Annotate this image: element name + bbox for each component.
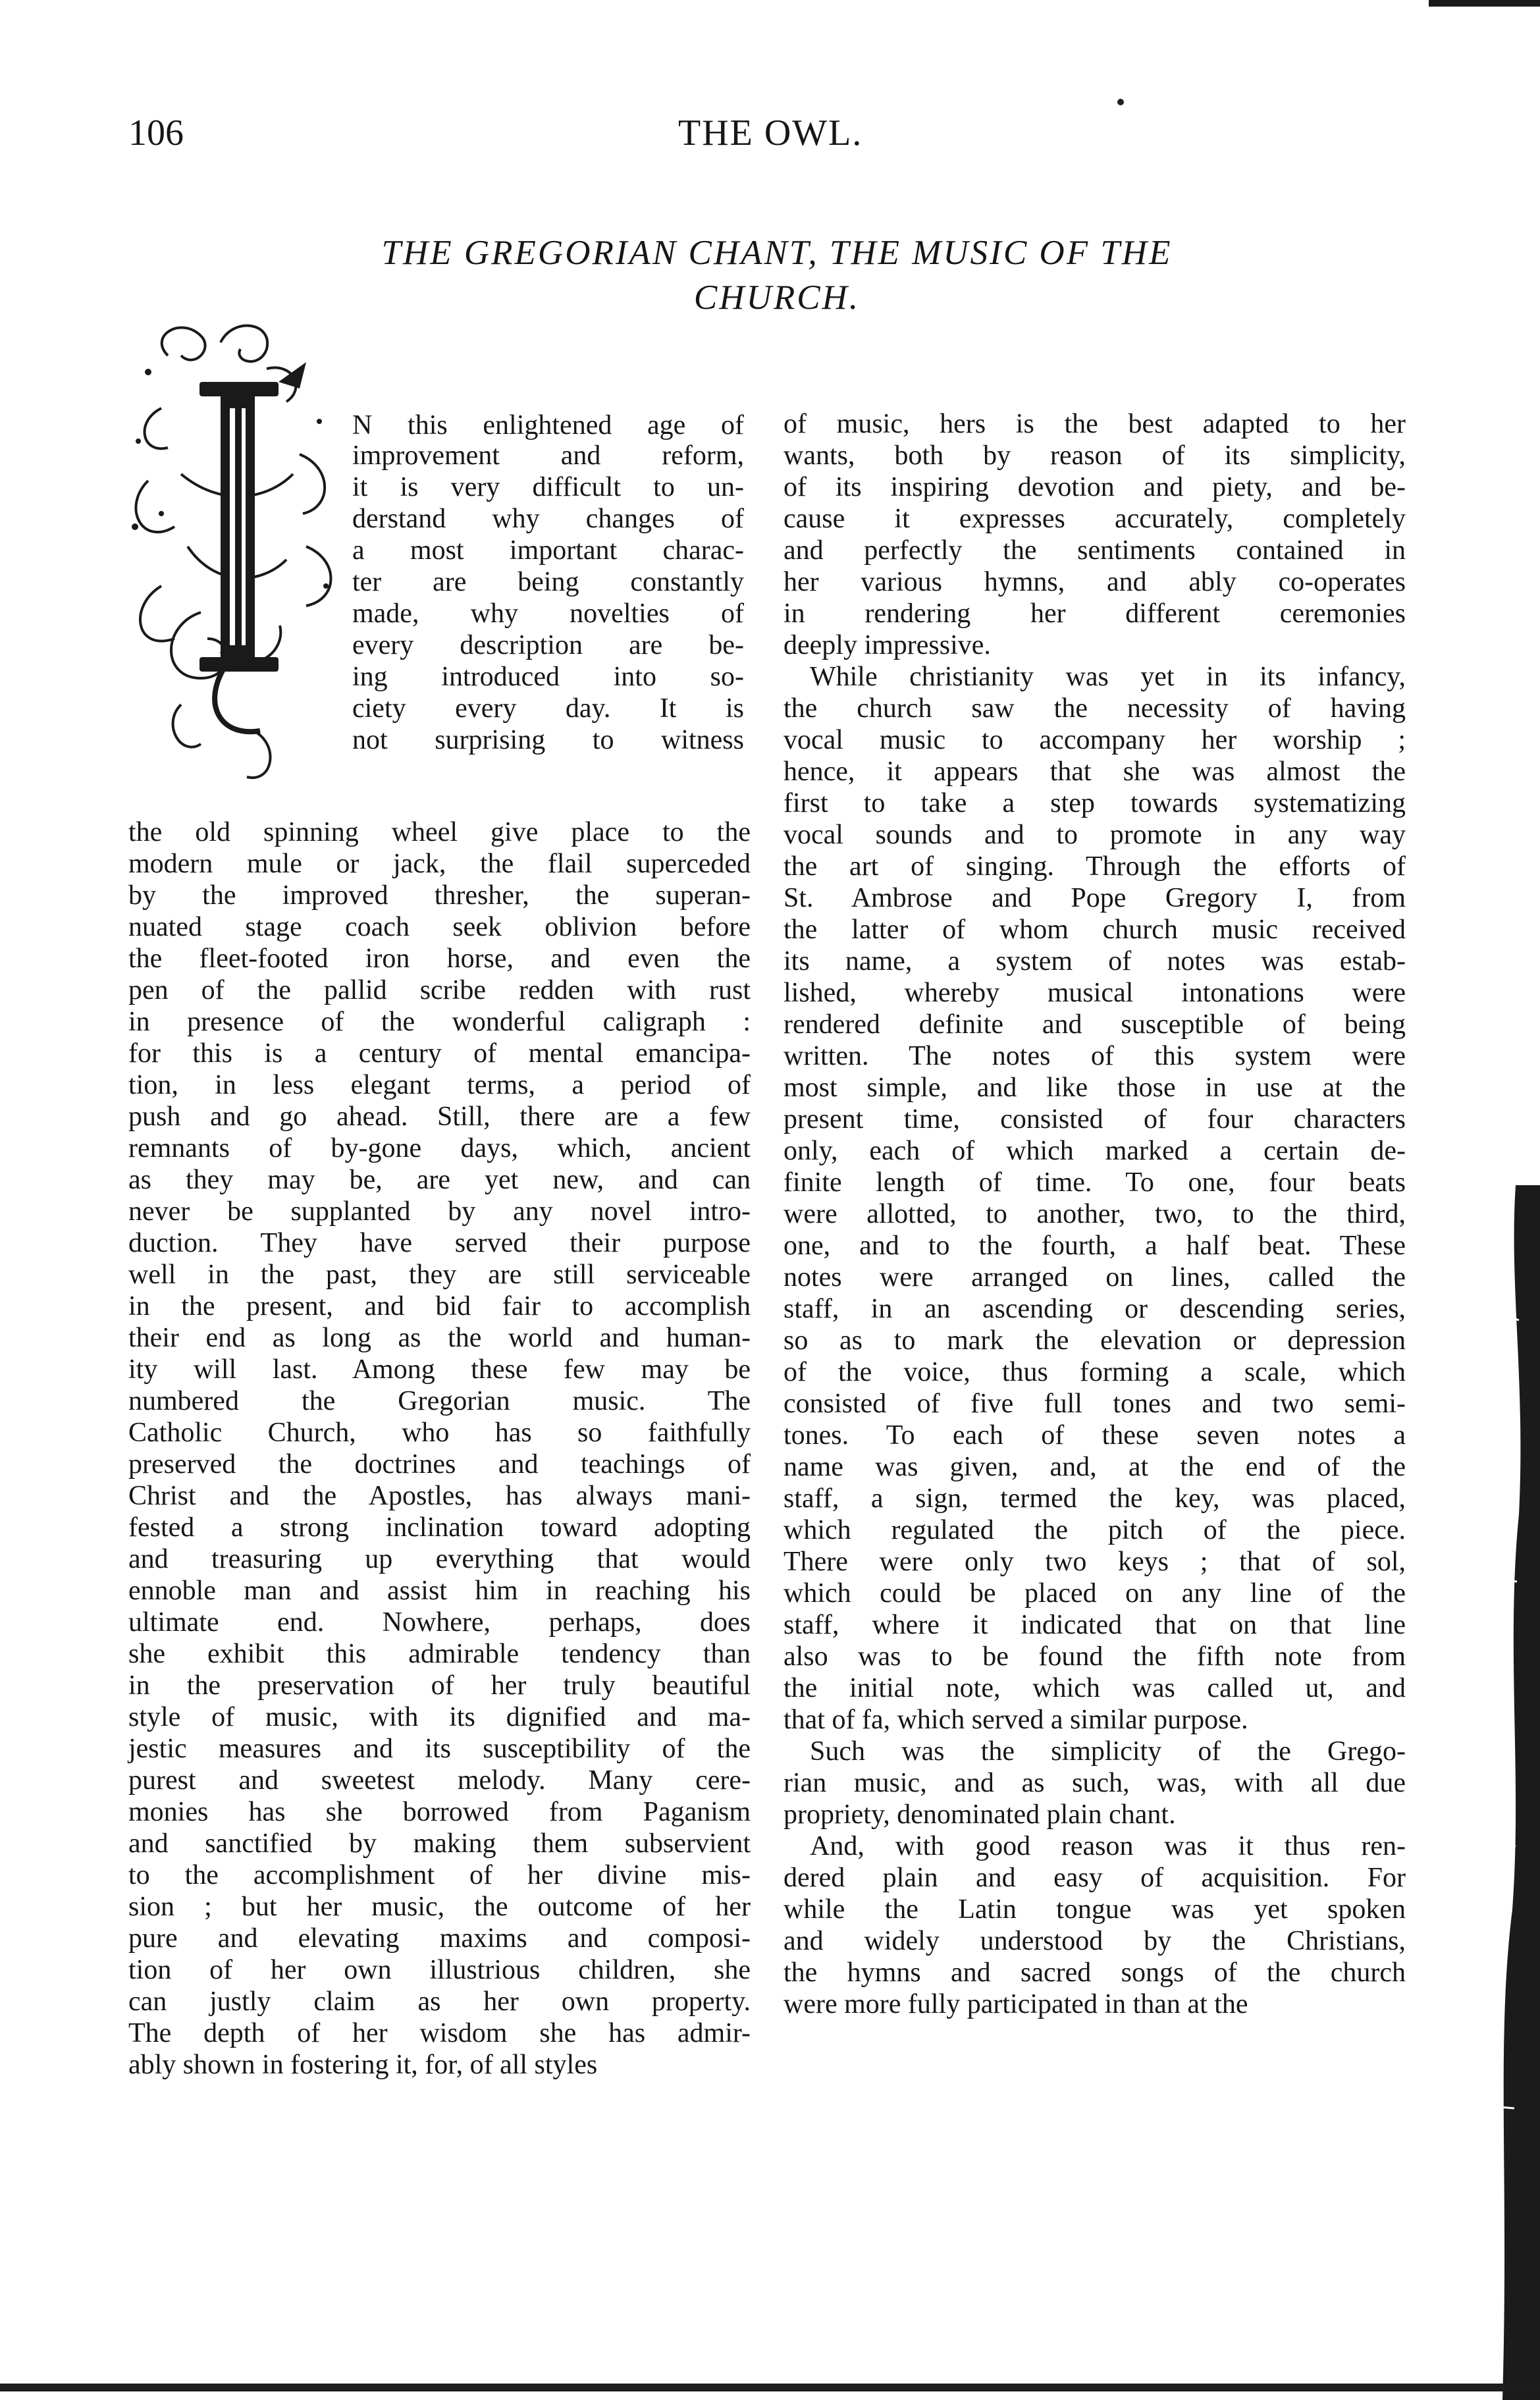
- text-line: duction. They have served their purpose: [128, 1228, 751, 1258]
- text-line: modern mule or jack, the flail superceded: [128, 849, 751, 879]
- text-line: wants, both by reason of its simplicity,: [783, 440, 1406, 471]
- text-line: in the preservation of her truly beautiful: [128, 1670, 751, 1701]
- text-line: staff, where it indicated that on that line: [783, 1610, 1406, 1640]
- text-line: which could be placed on any line of the: [783, 1578, 1406, 1609]
- text-line: the fleet-footed iron horse, and even the: [128, 944, 751, 974]
- text-line: vocal music to accompany her worship ;: [783, 725, 1406, 755]
- text-line: also was to be found the fifth note from: [783, 1641, 1406, 1672]
- text-line: sion ; but her music, the outcome of her: [128, 1892, 751, 1922]
- top-edge-rule: [1429, 0, 1540, 7]
- wrap-line: ing introduced into so-: [352, 662, 744, 692]
- text-line: and widely understood by the Christians,: [783, 1926, 1406, 1956]
- text-line: While christianity was yet in its infancy,: [810, 662, 1406, 692]
- title-line-2: CHURCH.: [693, 279, 861, 317]
- text-line: rendered definite and susceptible of being: [783, 1009, 1406, 1040]
- text-line: well in the past, they are still serviceable: [128, 1260, 751, 1290]
- text-line: remnants of by-gone days, which, ancient: [128, 1133, 751, 1163]
- text-line: notes were arranged on lines, called the: [783, 1262, 1406, 1293]
- text-line: lished, whereby musical intonations were: [783, 978, 1406, 1008]
- text-line: The depth of her wisdom she has admir-: [128, 2018, 751, 2048]
- text-line: first to take a step towards systematizing: [783, 788, 1406, 818]
- wrap-line: derstand why changes of: [352, 504, 744, 534]
- text-line: and perfectly the sentiments contained in: [783, 535, 1406, 566]
- text-line: by the improved thresher, the superan-: [128, 880, 751, 911]
- text-line: tones. To each of these seven notes a: [783, 1420, 1406, 1451]
- text-line: fested a strong inclination toward adopting: [128, 1512, 751, 1543]
- wrap-line: N this enlightened age of: [352, 410, 744, 440]
- text-line: their end as long as the world and human-: [128, 1323, 751, 1353]
- scan-edge-shadow: [1489, 1185, 1540, 2400]
- text-line: ably shown in fostering it, for, of all styles: [128, 2050, 598, 2080]
- text-line: that of fa, which served a similar purpose.: [783, 1705, 1248, 1735]
- text-line: name was given, and, at the end of the: [783, 1452, 1406, 1482]
- wrap-line: made, why novelties of: [352, 599, 744, 629]
- text-line: of music, hers is the best adapted to her: [783, 409, 1406, 439]
- text-line: There were only two keys ; that of sol,: [783, 1547, 1406, 1577]
- text-line: of its inspiring devotion and piety, and be-: [783, 472, 1406, 502]
- right-column: [783, 408, 1406, 2020]
- wrap-line: improvement and reform,: [352, 440, 744, 471]
- text-line: the latter of whom church music received: [783, 915, 1406, 945]
- text-line: deeply impressive.: [783, 630, 991, 660]
- text-line: vocal sounds and to promote in any way: [783, 820, 1406, 850]
- text-line: the initial note, which was called ut, and: [783, 1673, 1406, 1703]
- text-line: staff, a sign, termed the key, was placed,: [783, 1483, 1406, 1514]
- text-line: were more fully participated in than at the: [783, 1989, 1248, 2019]
- text-line: pen of the pallid scribe redden with rust: [128, 975, 751, 1005]
- text-line: for this is a century of mental emancipa-: [128, 1038, 751, 1069]
- drop-cap-wrap-text: [352, 408, 744, 756]
- text-line: and sanctified by making them subservient: [128, 1828, 751, 1859]
- text-line: dered plain and easy of acquisition. For: [783, 1863, 1406, 1893]
- text-line: written. The notes of this system were: [783, 1041, 1406, 1071]
- text-line: the hymns and sacred songs of the church: [783, 1958, 1406, 1988]
- text-line: her various hymns, and ably co-operates: [783, 567, 1406, 597]
- text-line: in the present, and bid fair to accomplish: [128, 1291, 751, 1321]
- text-line: jestic measures and its susceptibility of the: [128, 1734, 751, 1764]
- running-head: THE OWL.: [678, 113, 863, 153]
- text-line: finite length of time. To one, four beats: [783, 1167, 1406, 1198]
- wrap-line: ter are being constantly: [352, 567, 744, 597]
- text-line: ity will last. Among these few may be: [128, 1354, 751, 1385]
- text-line: style of music, with its dignified and ma-: [128, 1702, 751, 1732]
- text-line: which regulated the pitch of the piece.: [783, 1515, 1406, 1545]
- text-line: in presence of the wonderful caligraph :: [128, 1007, 751, 1037]
- text-line: the old spinning wheel give place to the: [128, 817, 751, 847]
- text-line: the art of singing. Through the efforts of: [783, 851, 1406, 882]
- text-line: to the accomplishment of her divine mis-: [128, 1860, 751, 1890]
- text-line: most simple, and like those in use at the: [783, 1073, 1406, 1103]
- wrap-line: every description are be-: [352, 630, 744, 660]
- text-line: the church saw the necessity of having: [783, 693, 1406, 724]
- text-line: Such was the simplicity of the Grego-: [810, 1736, 1406, 1767]
- text-line: nuated stage coach seek oblivion before: [128, 912, 751, 942]
- text-line: she exhibit this admirable tendency than: [128, 1639, 751, 1669]
- text-line: propriety, denominated plain chant.: [783, 1800, 1176, 1830]
- text-line: And, with good reason was it thus ren-: [810, 1831, 1406, 1861]
- wrap-line: a most important charac-: [352, 535, 744, 566]
- text-line: numbered the Gregorian music. The: [128, 1386, 751, 1416]
- text-line: ultimate end. Nowhere, perhaps, does: [128, 1607, 751, 1638]
- wrap-line: not surprising to witness: [352, 725, 744, 755]
- text-line: one, and to the fourth, a half beat. These: [783, 1231, 1406, 1261]
- text-line: tion, in less elegant terms, a period of: [128, 1070, 751, 1100]
- wrap-line: it is very difficult to un-: [352, 472, 744, 502]
- article-title: [277, 230, 1277, 320]
- text-line: preserved the doctrines and teachings of: [128, 1449, 751, 1480]
- text-line: push and go ahead. Still, there are a few: [128, 1102, 751, 1132]
- text-line: pure and elevating maxims and composi-: [128, 1923, 751, 1954]
- text-line: cause it expresses accurately, completely: [783, 504, 1406, 534]
- text-line: staff, in an ascending or descending series,: [783, 1294, 1406, 1324]
- text-line: purest and sweetest melody. Many cere-: [128, 1765, 751, 1796]
- text-line: present time, consisted of four characters: [783, 1104, 1406, 1134]
- text-line: can justly claim as her own property.: [128, 1987, 751, 2017]
- left-column: [128, 816, 751, 2081]
- text-line: Catholic Church, who has so faithfully: [128, 1418, 751, 1448]
- text-line: in rendering her different ceremonies: [783, 599, 1406, 629]
- text-line: tion of her own illustrious children, she: [128, 1955, 751, 1985]
- wrap-line: ciety every day. It is: [352, 693, 744, 724]
- bottom-edge-rule: [0, 2384, 1540, 2391]
- text-line: so as to mark the elevation or depression: [783, 1325, 1406, 1356]
- text-line: as they may be, are yet new, and can: [128, 1165, 751, 1195]
- text-line: only, each of which marked a certain de-: [783, 1136, 1406, 1166]
- text-line: St. Ambrose and Pope Gregory I, from: [783, 883, 1406, 913]
- text-line: monies has she borrowed from Paganism: [128, 1797, 751, 1827]
- page-number: 106: [128, 113, 184, 153]
- text-line: never be supplanted by any novel intro-: [128, 1196, 751, 1227]
- text-line: rian music, and as such, was, with all due: [783, 1768, 1406, 1798]
- text-line: hence, it appears that she was almost the: [783, 757, 1406, 787]
- text-line: were allotted, to another, two, to the third,: [783, 1199, 1406, 1229]
- text-line: consisted of five full tones and two semi-: [783, 1389, 1406, 1419]
- title-line-1: THE GREGORIAN CHANT, THE MUSIC OF THE: [381, 234, 1173, 272]
- text-line: Christ and the Apostles, has always mani-: [128, 1481, 751, 1511]
- ornamental-drop-cap-icon: [122, 309, 346, 810]
- text-line: and treasuring up everything that would: [128, 1544, 751, 1574]
- ink-speck: [1117, 99, 1124, 105]
- text-line: while the Latin tongue was yet spoken: [783, 1894, 1406, 1925]
- text-line: its name, a system of notes was estab-: [783, 946, 1406, 976]
- text-line: of the voice, thus forming a scale, which: [783, 1357, 1406, 1387]
- text-line: ennoble man and assist him in reaching his: [128, 1576, 751, 1606]
